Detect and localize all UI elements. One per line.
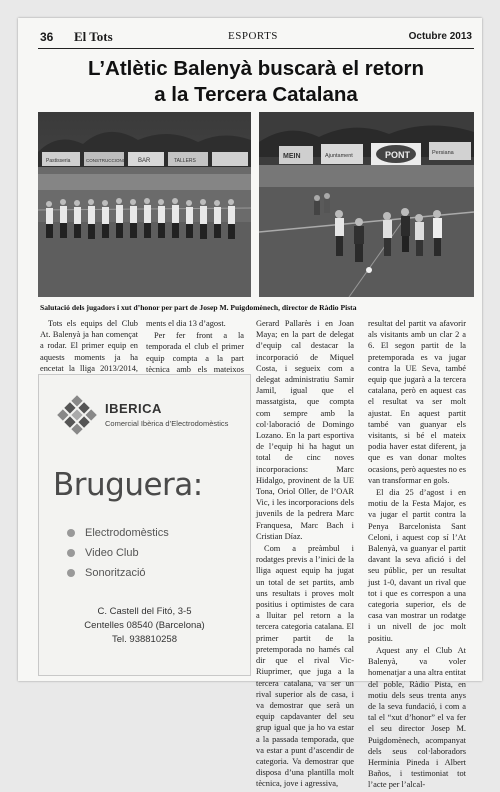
article-column-4 [368,318,466,792]
article-column-3 [256,318,354,791]
bullet-icon [67,549,75,557]
article-paragraph: Tots els equips del Club At. Balenyà ja han començat a rodar. El primer equip en aquests moments ja ha encetat la lliga 2013/2014, [40,319,138,373]
article-paragraph: Per fer front a la temporada el club el primer equip compta a la part tècnica amb els mateixos [146,331,244,374]
ad-service-item [67,543,169,563]
headline-line-2: a la Tercera Catalana [154,83,358,106]
honour-kick-photo-image [259,112,474,297]
article-paragraph: Gerard Pallarès i en Joan Maya; en la part de delegat d’equip cal destacar la incorporació de Miquel Costa, i segueix com a delegat administratiu Samir Jamil, igual que el massatgista, que compta com sempre amb la col·laboració de Domingo Lozano. En la part esportiva de l’equip hi ha hagut un total de cinc noves incorporacions: Marc Hidalgo, provinent de la UE Tona, Oriol Oller, de l’OAR Vic, i les incorporacions dels juvenils de la pedrera Marc Franquesa, Marc Bach i Cristian Díaz. [256,319,354,541]
banner-text: BAR [138,158,151,164]
ad-shop-name: Bruguera: [53,467,203,503]
ad-service-label: Sonorització [85,567,146,579]
ad-service-label: Video Club [85,547,139,559]
ad-service-item [67,523,169,543]
ad-brand-subtitle: Comercial Ibèrica d’Electrodomèstics [105,419,229,428]
ad-service-label: Electrodomèstics [85,527,169,539]
headline-line-1: L’Atlètic Balenyà buscarà el retorn [87,57,425,80]
article-paragraph: Aquest any el Club At Balenyà, va voler homenatjar a una altra entitat del poble, Ràdio Pista, en motiu dels seus trenta anys de la seva fundació, i com a tal el “xut d’honor” el va fer el seu director Josep M. Puigdomènech, acompanyat dels seus col·laboradors Herminia Pineda i Albert Baños, i testimoniat tot l’acte per l’alcal- [368,645,466,790]
publication-name: El Tots [74,29,113,44]
ad-address-line: C. Castell del Fitó, 3-5 [97,606,192,617]
ad-contact-block [39,605,250,647]
article-paragraph: Com a preàmbul i rodatges previs a l’inici de la lliga aquest equip ha jugat un total de set partits, amb uns resultats i proves molt positius i optimistes de cara a lluitar pel retorn a la tercera categoria catalana. El primer partit de la pretemporada no hamés cal dir que el rival Vic-Riuprimer, que juga a la tercera catalana, va ser un rival superior als de casa, i va demostrar que serà un equip capdavanter del seu grup igual que ja ho va estar a la passada temporada, que va estar a punt d’ascendir de categoria. Va demostrar que disposa d’una plantilla molt tècnica, jove i agressiva, [256,544,354,789]
ad-service-item [67,563,169,583]
banner-text: PONT [385,150,411,160]
article-paragraph: resultat del partit va afavorir als visitants amb un clar 2 a 6. El segon partit de la pretemporada es va jugar contra la UE Seva, també equip que jugarà a la tercera catalana, però en aquest cas el resultat va ser molt ajustat. En aquest partit també van guanyar els visitants, si bé el mateix podia haver estat diferent, ja que es van donar moltes ocasions, però aquestes no es van transformar en gols. [368,319,466,485]
page-number: 36 [40,30,54,44]
article-paragraph: El dia 25 d’agost i en motiu de la Festa Major, es va jugar el partit contra la Penya Barcelonista Sant Celoni, i aquest cop sí l’At Balenyà, va guanyar el partit davant la seva afició i del seu públic, per un resultat just 1-0, davant un rival que tot i que es correspon a una categoria superior, els de casa van mostrar un rodatge i un nivell de joc molt positiu. [368,488,466,643]
ad-brand-name: IBERICA [105,401,162,416]
banner-text: TALLERS [174,158,196,164]
ad-address-line: Centelles 08540 (Barcelona) [84,620,205,631]
banner-text: Pastisseria [46,158,71,164]
bullet-icon [67,529,75,537]
bullet-icon [67,569,75,577]
photo-honour-kick [259,112,474,297]
banner-text: CONSTRUCCIONS [86,158,126,163]
page-header [38,28,474,49]
banner-text: MEIN [283,153,301,160]
article-paragraph: ments el dia 13 d’agost. [146,319,226,328]
diamond-grid-logo-icon [57,395,97,435]
section-name: ESPORTS [228,30,278,42]
ad-phone: Tel. 938810258 [112,634,177,645]
advertisement-bruguera [38,374,251,676]
photo-caption: Salutació dels jugadors i xut d’honor per part de Josep M. Puigdomènech, director de Ràdio Pista [40,303,357,312]
banner-text: Ajuntament [325,153,353,159]
players-photo-image [38,112,251,297]
photo-players-greeting [38,112,251,297]
ad-services-list [67,523,169,583]
issue-date: Octubre 2013 [408,31,472,42]
banner-text: Persiana [432,150,454,156]
magazine-page [18,18,482,790]
article-headline [38,56,474,108]
